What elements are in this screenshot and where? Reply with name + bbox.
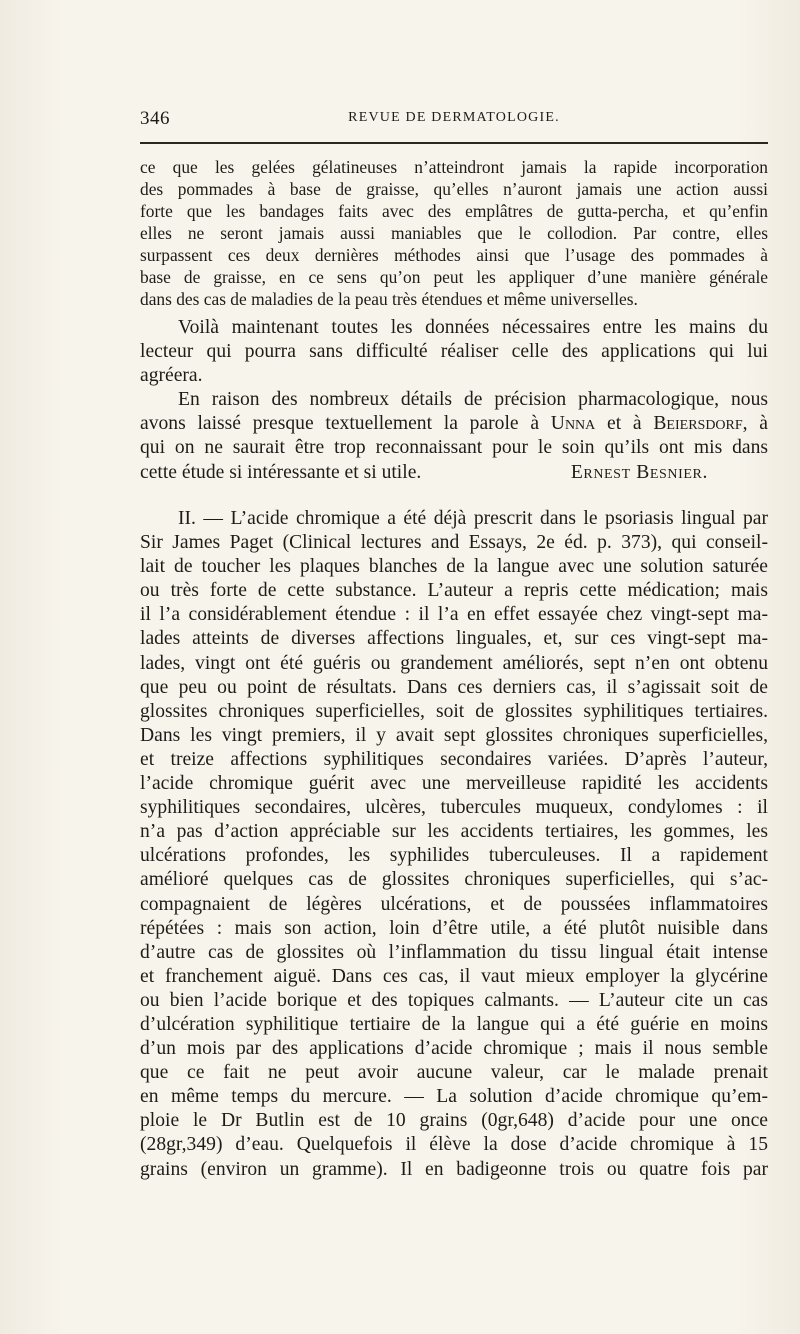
text-line: compagnaient de légères ulcérations, et de poussées inflammatoires: [140, 893, 768, 915]
name-unna: Unna: [550, 413, 596, 435]
page-number: 346: [140, 108, 170, 129]
header-rule: [140, 142, 768, 144]
text-line: il l’a considérablement étendue : il l’a en effet essayée chez vingt-sept ma-: [140, 604, 768, 626]
text-line: elles ne seront jamais aussi maniables que le collodion. Par contre, elles: [140, 223, 768, 243]
text-line: syphilitiques secondaires, ulcères, tubercules muqueux, condylomes : il: [140, 797, 768, 819]
text-line: Sir James Paget (Clinical lectures and Essays, 2e éd. p. 373), qui conseil-: [140, 532, 768, 554]
text-line: lait de toucher les plaques blanches de la langue avec une solution saturée: [140, 556, 768, 578]
text-line: d’ulcération syphilitique tertiaire de la langue qui a été guérie en moins: [140, 1013, 768, 1035]
text-line: ou très forte de cette substance. L’auteur a repris cette médication; mais: [140, 580, 768, 602]
text-line: et franchement aiguë. Dans ces cas, il vaut mieux employer la glycérine: [140, 965, 768, 987]
text-line: d’un mois par des applications d’acide chromique ; mais il nous semble: [140, 1038, 768, 1060]
text-line: glossites chroniques superficielles, soit de glossites syphilitiques tertiaires.: [140, 700, 768, 722]
text-span: et à: [607, 413, 642, 435]
text-line: que ce fait ne peut avoir aucune valeur, car le malade prenait: [140, 1062, 768, 1084]
text-line: (28gr,349) d’eau. Quelquefois il élève la dose d’acide chromique à 15: [140, 1134, 768, 1156]
section-heading-line: II. — L’acide chromique a été déjà prescrit dans le psoriasis lingual par: [178, 508, 768, 529]
text-span: cette étude si intéressante et si utile.: [140, 461, 422, 483]
text-line: n’a pas d’action appréciable sur les accidents tertiaires, les gommes, les: [140, 821, 768, 843]
text-line: l’acide chromique guérit avec une merveilleuse rapidité les accidents: [140, 773, 768, 795]
text-line: lecteur qui pourra sans difficulté réaliser celle des applications qui lui: [140, 341, 768, 363]
text-line: base de graisse, en ce sens qu’on peut les appliquer d’une manière générale: [140, 267, 768, 287]
text-line: que peu ou point de résultats. Dans ces derniers cas, il s’agissait soit de: [140, 676, 768, 698]
text-line: répétées : mais son action, loin d’être utile, a été plutôt nuisible dans: [140, 917, 768, 939]
text-line: grains (environ un gramme). Il en badigeonne trois ou quatre fois par: [140, 1158, 768, 1180]
text-line: ploie le Dr Butlin est de 10 grains (0gr,648) d’acide pour une once: [140, 1110, 768, 1132]
running-head: REVUE DE DERMATOLOGIE.: [348, 110, 560, 125]
text-line: ou bien l’acide borique et des topiques calmants. — L’auteur cite un cas: [140, 989, 768, 1011]
text-line: en même temps du mercure. — La solution d’acide chromique qu’em-: [140, 1086, 768, 1108]
text-line: En raison des nombreux détails de précision pharmacologique, nous: [178, 389, 768, 411]
text-line: forte que les bandages faits avec des emplâtres de gutta-percha, et qu’enfin: [140, 201, 768, 221]
text-line: surpassent ces deux dernières méthodes ainsi que l’usage des pommades à: [140, 245, 768, 265]
signature-line: [140, 461, 768, 485]
author-signature: Ernest Besnier.: [570, 461, 708, 483]
text-line: qui on ne saurait être trop reconnaissant pour le soin qu’ils ont mis dans: [140, 437, 768, 459]
paragraph-quoted-conclusion: [140, 156, 768, 310]
text-line-with-names: [140, 412, 768, 436]
section-ii: [140, 507, 768, 1182]
text-line: ulcérations profondes, les syphilides tuberculeuses. Il a rapidement: [140, 845, 768, 867]
text-line: agréera.: [140, 365, 203, 387]
text-line: amélioré quelques cas de glossites chroniques superficielles, qui s’ac-: [140, 869, 768, 891]
text-line: des pommades à base de graisse, qu’elles n’auront jamais une action aussi: [140, 179, 768, 199]
text-line: lades, vingt ont été guéris ou grandement améliorés, sept n’en ont obtenu: [140, 652, 768, 674]
text-span: , à: [742, 413, 769, 435]
editor-note: [140, 316, 768, 485]
text-line: Dans les vingt premiers, il y avait sept glossites chroniques superficielles,: [140, 724, 768, 746]
text-line: et treize affections syphilitiques secondaires variées. D’après l’auteur,: [140, 748, 768, 770]
text-line: ce que les gelées gélatineuses n’atteindront jamais la rapide incorporation: [140, 157, 768, 177]
text-line: Voilà maintenant toutes les données nécessaires entre les mains du: [178, 317, 768, 338]
name-beiersdorf: Beiersdorf: [653, 413, 743, 435]
text-line: dans des cas de maladies de la peau très étendues et même universelles.: [140, 289, 638, 309]
text-line: d’autre cas de glossites où l’inflammation du tissu lingual était intense: [140, 941, 768, 963]
text-span: avons laissé presque textuellement la parole à: [140, 413, 540, 435]
page-header: [140, 100, 768, 130]
text-line: lades atteints de diverses affections linguales, et, sur ces vingt-sept ma-: [140, 628, 768, 650]
